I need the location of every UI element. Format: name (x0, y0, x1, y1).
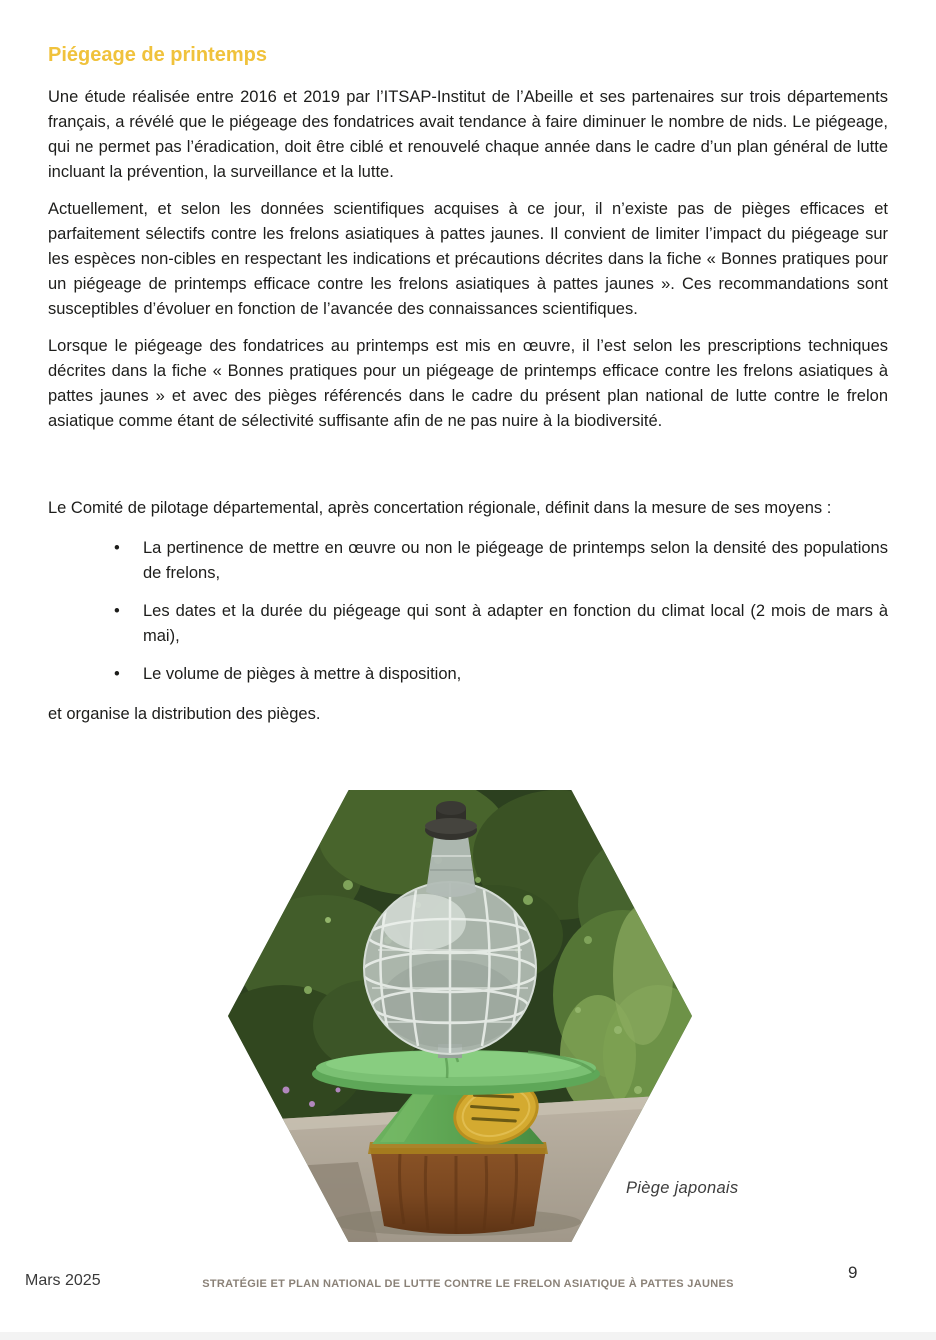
list-item (48, 599, 888, 649)
paragraph: Une étude réalisée entre 2016 et 2019 par l’ITSAP-Institut de l’Abeille et ses partenaires sur trois départements français, a révélé que le piégeage des fondatrices avait tendance à faire diminuer le nombre de nids. Le piégeage, qui ne permet pas l’éradication, doit être ciblé et renouvelé chaque année dans le cadre d’un plan général de lutte incluant la prévention, la surveillance et la lutte. (48, 88, 888, 181)
trap-pot (368, 1142, 548, 1234)
page-number: 9 (848, 1263, 858, 1282)
list-outro: et organise la distribution des pièges. (48, 705, 321, 723)
list-item (48, 662, 888, 687)
list-item-text: Les dates et la durée du piégeage qui sont à adapter en fonction du climat local (2 mois de mars à mai), (143, 602, 888, 645)
list-intro: Le Comité de pilotage départemental, après concertation régionale, définit dans la mesure de ses moyens : (48, 499, 832, 517)
bullet-icon: • (114, 665, 120, 683)
trap-photo-hexagon (228, 790, 692, 1242)
trap-photo (228, 790, 692, 1242)
list-item-text: Le volume de pièges à mettre à disposition, (143, 665, 462, 683)
bullet-icon: • (114, 602, 120, 620)
list-item-text: La pertinence de mettre en œuvre ou non le piégeage de printemps selon la densité des populations de frelons, (143, 539, 888, 582)
paragraph: Lorsque le piégeage des fondatrices au printemps est mis en œuvre, il l’est selon les prescriptions techniques décrites dans la fiche « Bonnes pratiques pour un piégeage de printemps efficace contre les frelons asiatiques à pattes jaunes » et avec des pièges référencés dans le cadre du présent plan national de lutte contre le frelon asiatique comme étant de sélectivité suffisante afin de ne pas nuire à la biodiversité. (48, 337, 888, 430)
paragraph: Actuellement, et selon les données scientifiques acquises à ce jour, il n’existe pas de pièges efficaces et parfaitement sélectifs contre les frelons asiatiques à pattes jaunes. Il convient de limiter l’impact du piégeage sur les espèces non-cibles en respectant les indications et précautions décrites dans la fiche « Bonnes pratiques pour un piégeage de printemps efficace contre les frelons asiatiques à pattes jaunes ». Ces recommandations sont susceptibles d’évoluer en fonction de l’avancée des connaissances scientifiques. (48, 200, 888, 318)
trap-neck (426, 836, 476, 897)
page-content (48, 42, 888, 739)
bullet-list (48, 536, 888, 687)
bottom-bar (0, 1332, 936, 1340)
footer-date: Mars 2025 (25, 1272, 101, 1289)
section-heading: Piégeage de printemps (48, 44, 267, 66)
trap-globe (362, 882, 538, 1054)
list-item (48, 536, 888, 586)
footer-title: STRATÉGIE ET PLAN NATIONAL DE LUTTE CONTRE LE FRELON ASIATIQUE À PATTES JAUNES (202, 1278, 734, 1290)
figure-caption: Piège japonais (626, 1179, 739, 1197)
bullet-icon: • (114, 539, 120, 557)
